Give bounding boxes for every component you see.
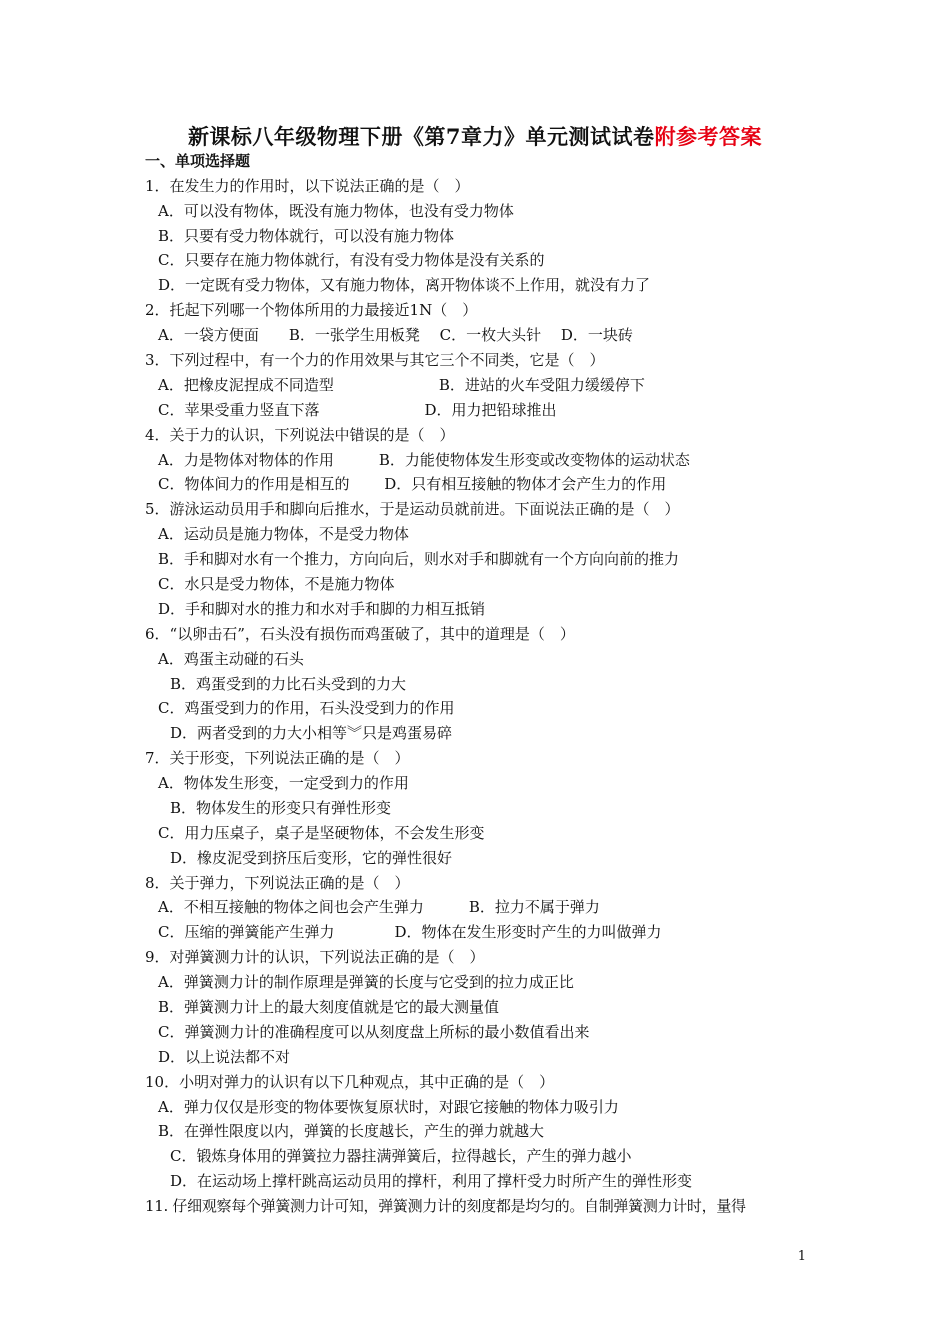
question-5: 5．游泳运动员用手和脚向后推水，于是运动员就前进。下面说法正确的是（ ） [145, 500, 680, 518]
option-9a: A．弹簧测力计的制作原理是弹簧的长度与它受到的拉力成正比 [158, 973, 574, 991]
options-4ab: A．力是物体对物体的作用 B．力能使物体发生形变或改变物体的运动状态 [158, 451, 690, 469]
question-7: 7．关于形变，下列说法正确的是（ ） [145, 749, 410, 767]
option-5b: B．手和脚对水有一个推力，方向向后，则水对手和脚就有一个方向向前的推力 [158, 550, 680, 568]
page-number: 1 [797, 1249, 806, 1264]
option-6a: A．鸡蛋主动碰的石头 [158, 650, 304, 668]
option-9c: C．弹簧测力计的准确程度可以从刻度盘上所标的最小数值看出来 [158, 1023, 590, 1041]
option-1a: A．可以没有物体，既没有施力物体，也没有受力物体 [158, 202, 514, 220]
options-3cd: C．苹果受重力竖直下落 D．用力把铅球推出 [158, 401, 557, 419]
options-3ab: A．把橡皮泥捏成不同造型 B．进站的火车受阻力缓缓停下 [158, 376, 645, 394]
question-1: 1．在发生力的作用时，以下说法正确的是（ ） [145, 177, 470, 195]
question-3: 3．下列过程中，有一个力的作用效果与其它三个不同类，它是（ ） [145, 351, 605, 369]
option-7d: D．橡皮泥受到挤压后变形，它的弹性很好 [170, 849, 453, 867]
question-8: 8．关于弹力，下列说法正确的是（ ） [145, 874, 410, 892]
option-7a: A．物体发生形变，一定受到力的作用 [158, 774, 409, 792]
options-8cd: C．压缩的弹簧能产生弹力 D．物体在发生形变时产生的力叫做弹力 [158, 923, 662, 941]
option-10c: C．锻炼身体用的弹簧拉力器拄满弹簧后，拉得越长，产生的弹力越小 [170, 1147, 632, 1165]
title-main: 新课标八年级物理下册《第7章力》单元测试试卷 [187, 124, 655, 149]
option-6c: C．鸡蛋受到力的作用，石头没受到力的作用 [158, 699, 455, 717]
option-1c: C．只要存在施力物体就行，有没有受力物体是没有关系的 [158, 251, 545, 269]
section-heading: 一、单项选择题 [145, 152, 251, 170]
question-4: 4．关于力的认识，下列说法中错误的是（ ） [145, 426, 455, 444]
option-10b: B．在弹性限度以内，弹簧的长度越长，产生的弹力就越大 [158, 1122, 545, 1140]
option-1d: D．一定既有受力物体，又有施力物体，离开物体谈不上作用，就没有力了 [158, 276, 651, 294]
option-10a: A．弹力仅仅是形变的物体要恢复原状时，对跟它接触的物体力吸引力 [158, 1098, 619, 1116]
option-5a: A．运动员是施力物体，不是受力物体 [158, 525, 409, 543]
title-answer-note: 附参考答案 [654, 124, 763, 149]
options-2: A．一袋方便面 B．一张学生用板凳 C．一枚大头针 D．一块砖 [158, 326, 633, 344]
option-5d: D．手和脚对水的推力和水对手和脚的力相互抵销 [158, 600, 486, 618]
options-8ab: A．不相互接触的物体之间也会产生弹力 B．拉力不属于弹力 [158, 898, 600, 916]
option-6d: D．两者受到的力大小相等︾只是鸡蛋易碎 [170, 724, 453, 742]
option-7b: B．物体发生的形变只有弹性形变 [170, 799, 392, 817]
option-1b: B．只要有受力物体就行，可以没有施力物体 [158, 227, 455, 245]
option-10d: D．在运动场上撑杆跳高运动员用的撑杆，利用了撑杆受力时所产生的弹性形变 [170, 1172, 693, 1190]
options-4cd: C．物体间力的作用是相互的 D．只有相互接触的物体才会产生力的作用 [158, 475, 667, 493]
option-6b: B．鸡蛋受到的力比石头受到的力大 [170, 675, 407, 693]
question-6: 6．“以卵击石”，石头没有损伤而鸡蛋破了，其中的道理是（ ） [145, 625, 575, 643]
question-2: 2．托起下列哪一个物体所用的力最接近1N（ ） [145, 301, 478, 319]
question-10: 10．小明对弹力的认识有以下几种观点，其中正确的是（ ） [145, 1073, 555, 1091]
question-11: 11. 仔细观察每个弹簧测力计可知，弹簧测力计的刻度都是均匀的。自制弹簧测力计时，量得 [145, 1197, 746, 1215]
question-9: 9．对弹簧测力计的认识，下列说法正确的是（ ） [145, 948, 485, 966]
option-7c: C．用力压桌子，桌子是坚硬物体，不会发生形变 [158, 824, 485, 842]
option-5c: C．水只是受力物体，不是施力物体 [158, 575, 395, 593]
option-9d: D．以上说法都不对 [158, 1048, 291, 1066]
page-title [0, 122, 950, 152]
option-9b: B．弹簧测力计上的最大刻度值就是它的最大测量值 [158, 998, 500, 1016]
